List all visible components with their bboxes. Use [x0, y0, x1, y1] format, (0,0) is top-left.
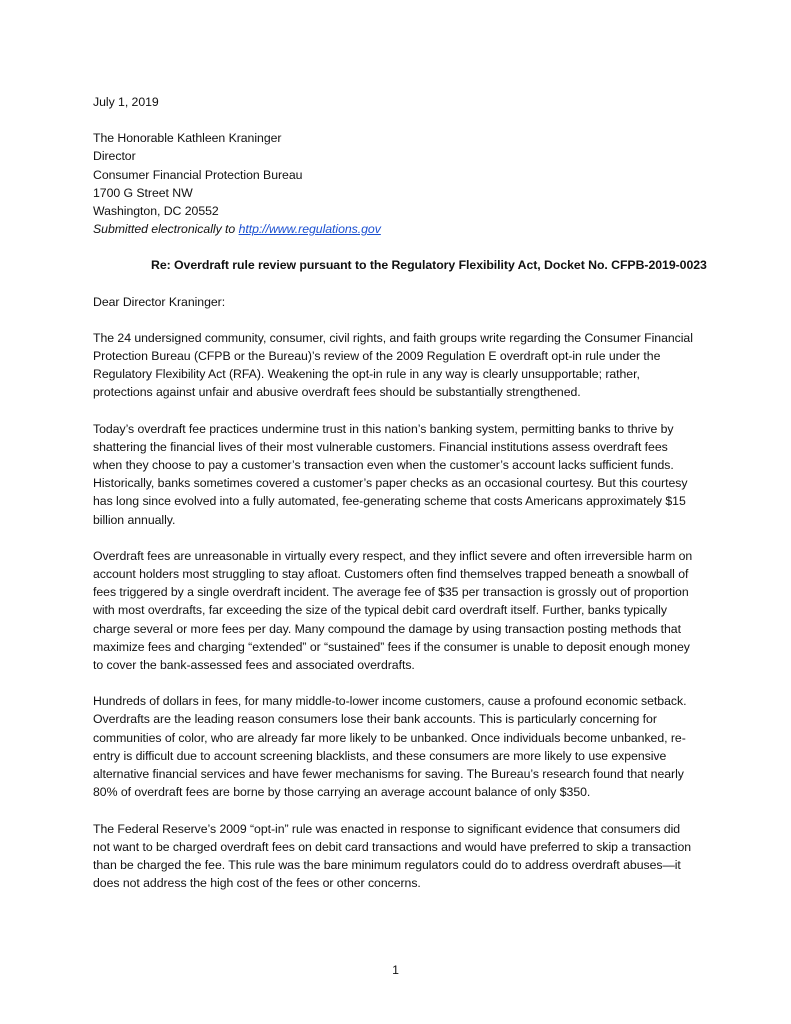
recipient-organization: Consumer Financial Protection Bureau	[93, 167, 303, 182]
subject-line: Re: Overdraft rule review pursuant to the Regulatory Flexibility Act, Docket No. CFPB-2019-0023	[151, 258, 707, 273]
body-paragraph-3: Overdraft fees are unreasonable in virtually every respect, and they inflict severe and often irreversible harm on account holders most struggling to stay afloat. Customers often find themselves trapped beneath a snowball of fees triggered by a single overdraft incident. The average fee of $35 per transaction is grossly out of proportion with most overdrafts, far exceeding the size of the typical debit card overdraft itself. Further, banks typically charge several or more fees per day. Many compound the damage by using transaction posting methods that maximize fees and charging “extended” or “sustained” fees if the consumer is unable to deposit enough money to cover the bank-assessed fees and associated overdrafts.	[93, 548, 693, 673]
body-paragraph-5: The Federal Reserve’s 2009 “opt-in” rule was enacted in response to significant evidence that consumers did not want to be charged overdraft fees on debit card transactions and would have preferred to skip a transaction than be charged the fee. This rule was the bare minimum regulators could do to address overdraft abuses—it does not address the high cost of the fees or other concerns.	[93, 821, 692, 891]
recipient-title: Director	[93, 149, 136, 164]
body-paragraph-4: Hundreds of dollars in fees, for many middle-to-lower income customers, cause a profound economic setback. Overdrafts are the leading reason consumers lose their bank accounts. This is particularly concerning for communities of color, who are already far more likely to be unbanked. Once individuals become unbanked, re-entry is difficult due to account screening blacklists, and these consumers are more likely to use expensive alternative financial services and have fewer mechanisms for saving. The Bureau’s research found that nearly 80% of overdraft fees are borne by those carrying an average account balance of only $350.	[93, 694, 687, 800]
submission-line	[93, 220, 693, 238]
body-paragraph-2: Today’s overdraft fee practices undermine trust in this nation’s banking system, permitting banks to thrive by shattering the financial lives of their most vulnerable customers. Financial institutions assess overdraft fees when they choose to pay a customer’s transaction even when the customer’s account lacks sufficient funds. Historically, banks sometimes covered a customer’s paper checks as an occasional courtesy. But this courtesy has long since evolved into a fully automated, fee-generating scheme that costs Americans approximately $15 billion annually.	[93, 421, 688, 527]
regulations-gov-link[interactable]: http://www.regulations.gov	[238, 222, 381, 237]
salutation: Dear Director Kraninger:	[93, 294, 226, 309]
recipient-city: Washington, DC 20552	[93, 204, 219, 219]
letter-body	[93, 93, 707, 910]
letter-date: July 1, 2019	[93, 95, 159, 109]
body-paragraph-1: The 24 undersigned community, consumer, civil rights, and faith groups write regarding the Consumer Financial Protection Bureau (CFPB or the Bureau)’s review of the 2009 Regulation E overdraft opt-in rule under the Regulatory Flexibility Act (RFA). Weakening the opt-in rule in any way is clearly unsupportable; rather, protections against unfair and abusive overdraft fees should be substantially strengthened.	[93, 330, 693, 400]
submission-prefix: Submitted electronically to	[93, 222, 239, 237]
page-number: 1	[392, 963, 399, 977]
recipient-street: 1700 G Street NW	[93, 185, 193, 200]
recipient-address-block	[93, 129, 693, 238]
recipient-name: The Honorable Kathleen Kraninger	[93, 131, 282, 146]
